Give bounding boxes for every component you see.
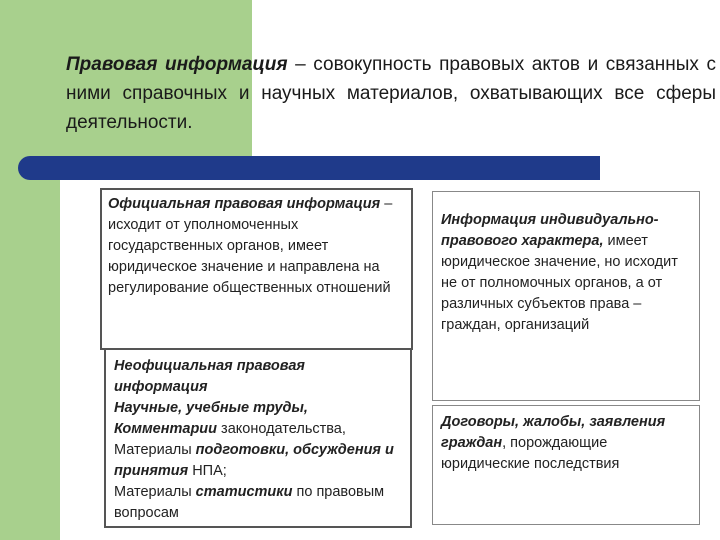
divider-bar [18,156,600,180]
unofficial-info-box [104,348,412,528]
unofficial-line1: Научные, учебные труды, [114,400,308,416]
unofficial-preparation [114,440,402,482]
statistics-rest: по правовым вопросам [114,484,385,521]
materials-word: Материалы [114,442,196,458]
unofficial-heading: Неофициальная правовая информация [114,358,305,395]
stat-materials-word: Материалы [114,484,196,500]
comments-rest: законодательства, [217,421,346,437]
preparation-rest: НПА; [188,463,227,479]
title-definition: – совокупность правовых актов и связанных с ними справочных и научных материалов, охватывающих все сферы деятельности. [66,54,716,133]
page-title [66,50,716,137]
left-green-band [0,0,60,540]
contracts-heading: Договоры, жалобы, заявления граждан [441,414,666,451]
contracts-box [432,405,700,525]
unofficial-comments [114,419,402,440]
comments-term: Комментарии [114,421,218,437]
official-heading: Официальная правовая информация [108,196,381,212]
official-info-box [100,188,413,350]
title-term: Правовая информация [66,54,288,75]
individual-info-box [432,191,700,401]
official-text: – исходит от уполномоченных государственных органов, имеет юридическое значение и направлена на регулирование общественных отношений [108,196,393,296]
unofficial-statistics [114,482,402,524]
preparation-term: подготовки, обсуждения и принятия [114,442,394,479]
individual-text: имеет юридическое значение, но исходит не от полномочных органов, а от различных субъектов права – граждан, организаций [441,233,678,333]
individual-heading: Информация индивидуально-правового характера, [441,212,659,249]
statistics-term: статистики [195,484,293,500]
contracts-text: , порождающие юридические последствия [441,435,620,472]
